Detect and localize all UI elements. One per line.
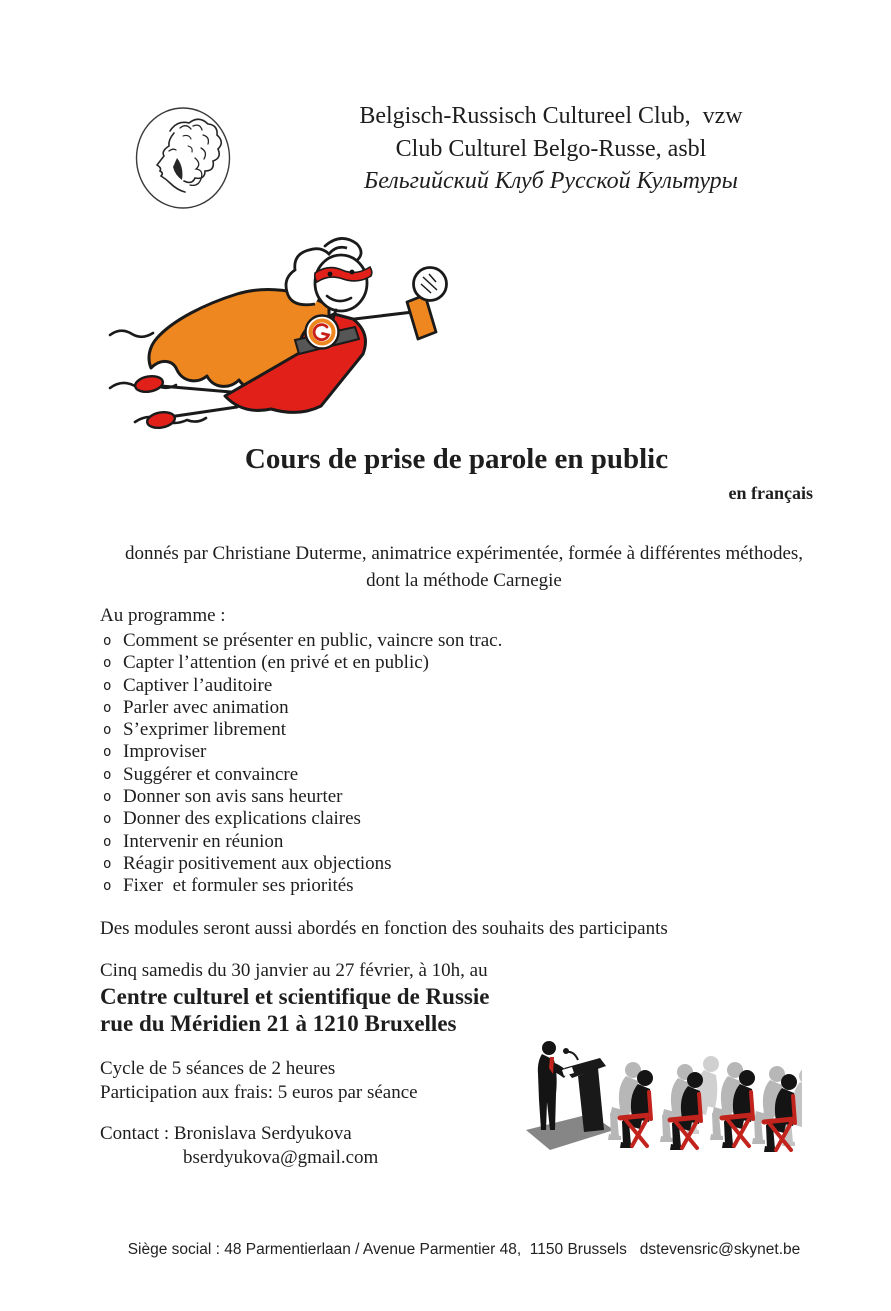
venue-address: rue du Méridien 21 à 1210 Bruxelles bbox=[100, 1011, 457, 1036]
program-item bbox=[100, 786, 700, 808]
program-item bbox=[100, 808, 700, 830]
program-item-label: Intervenir en réunion bbox=[123, 830, 284, 852]
program-item-label: Comment se présenter en public, vaincre son trac. bbox=[123, 630, 503, 651]
bullet-marker: o bbox=[103, 722, 112, 739]
program-item-label: Donner des explications claires bbox=[123, 808, 361, 830]
schedule-dates: Cinq samedis du 30 janvier au 27 février, à 10h, au bbox=[100, 960, 488, 981]
bullet-marker: o bbox=[103, 766, 112, 783]
program-item bbox=[100, 719, 700, 741]
bullet-marker: o bbox=[103, 699, 112, 716]
program-item-label: Capter l’attention (en privé et en public) bbox=[123, 652, 429, 674]
program-item-label: Donner son avis sans heurter bbox=[123, 786, 343, 808]
modules-note: Des modules seront aussi abordés en fonction des souhaits des participants bbox=[100, 918, 668, 939]
club-logo-pushkin-icon bbox=[133, 106, 234, 211]
contact-email: bserdyukova@gmail.com bbox=[183, 1147, 379, 1168]
bullet-marker: o bbox=[103, 833, 112, 850]
contact-line: Contact : Bronislava Serdyukova bbox=[100, 1123, 352, 1144]
program-item-label: Suggérer et convaincre bbox=[123, 763, 299, 785]
venue-name: Centre culturel et scientifique de Russie bbox=[100, 984, 490, 1009]
program-item-label: Réagir positivement aux objections bbox=[123, 852, 392, 874]
footer-address: Siège social : 48 Parmentierlaan / Avenue Parmentier 48, 1150 Brussels dstevensric@skynet.be bbox=[127, 1241, 801, 1258]
program-item bbox=[100, 875, 700, 897]
program-item bbox=[100, 630, 700, 652]
program-heading: Au programme : bbox=[100, 605, 226, 626]
program-item bbox=[100, 741, 700, 763]
org-name-line-fr: Club Culturel Belgo-Russe, asbl bbox=[395, 135, 707, 162]
bullet-marker: o bbox=[103, 789, 112, 806]
bullet-marker: o bbox=[103, 855, 112, 872]
page-title: Cours de prise de parole en public bbox=[244, 443, 669, 475]
bullet-marker: o bbox=[103, 655, 112, 672]
program-item bbox=[100, 853, 700, 875]
program-item-label: Captiver l’auditoire bbox=[123, 674, 273, 696]
intro-paragraph bbox=[100, 541, 828, 594]
bullet-marker: o bbox=[103, 811, 112, 828]
speaker-audience-illustration bbox=[520, 1040, 802, 1152]
bullet-marker: o bbox=[103, 677, 112, 694]
program-item bbox=[100, 831, 700, 853]
org-name-line-nl: Belgisch-Russisch Cultureel Club, vzw bbox=[359, 103, 743, 129]
org-header bbox=[246, 100, 856, 198]
program-item-label: Parler avec animation bbox=[123, 696, 289, 718]
program-item bbox=[100, 764, 700, 786]
program-item bbox=[100, 675, 700, 697]
cycle-info: Cycle de 5 séances de 2 heures bbox=[100, 1058, 336, 1079]
program-list bbox=[100, 630, 700, 898]
intro-line-2: dont la méthode Carnegie bbox=[366, 569, 562, 591]
program-item bbox=[100, 697, 700, 719]
program-item-label: Improviser bbox=[123, 741, 207, 763]
bullet-marker: o bbox=[103, 744, 112, 761]
intro-line-1: donnés par Christiane Duterme, animatrice expérimentée, formée à différentes méthodes, bbox=[124, 543, 804, 564]
program-item-label: Fixer et formuler ses priorités bbox=[123, 875, 354, 897]
title-block bbox=[100, 441, 813, 505]
bullet-marker: o bbox=[103, 878, 112, 895]
program-item bbox=[100, 652, 700, 674]
fee-info: Participation aux frais: 5 euros par séance bbox=[100, 1082, 418, 1103]
bullet-marker: o bbox=[103, 633, 112, 649]
language-note: en français bbox=[728, 483, 813, 503]
superhero-speaker-illustration bbox=[103, 232, 459, 442]
program-item-label: S’exprimer librement bbox=[123, 719, 287, 741]
org-name-line-ru: Бельгийский Клуб Русской Культуры bbox=[364, 168, 738, 194]
